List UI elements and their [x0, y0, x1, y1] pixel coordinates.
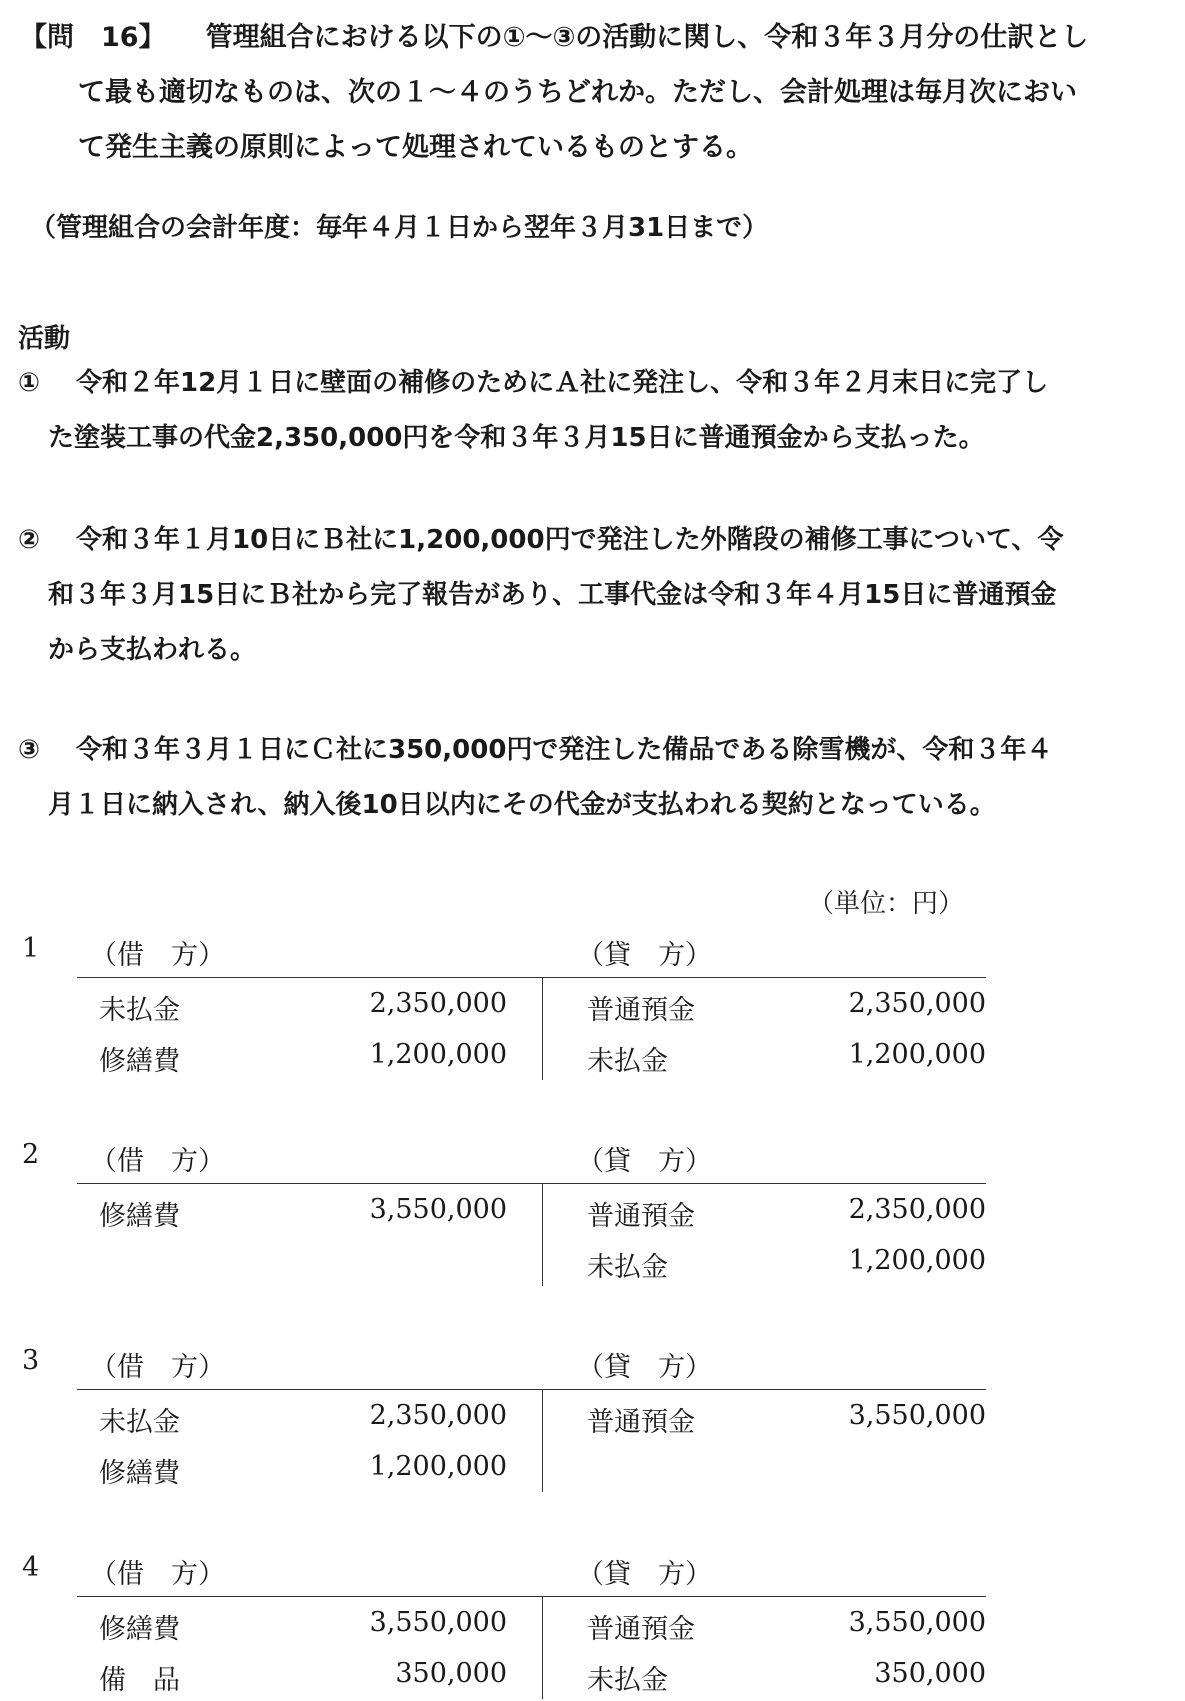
credit-amount: 350,000 [874, 1658, 986, 1689]
question-text [20, 10, 1170, 175]
activity-3: ③ 令和３年３月１日にＣ社に350,000円で発注した備品である除雪機が、令和３年４ 月１日に納入され、納入後10日以内にその代金が支払われる契約となっている。 [18, 723, 1168, 833]
journal-entry-table [77, 1389, 986, 1492]
credit-account: 普通預金 [587, 1201, 695, 1232]
credit-amount: 1,200,000 [848, 1039, 986, 1070]
question-line-2: て最も適切なものは、次の１～４のうちどれか。ただし、会計処理は毎月次におい [78, 77, 1077, 108]
debit-account: 未払金 [99, 1407, 180, 1438]
choice-number: 1 [22, 933, 40, 964]
journal-entry-table [77, 1183, 986, 1286]
journal-row [77, 1390, 986, 1441]
activity-2: ② 令和３年１月10日にＢ社に1,200,000円で発注した外階段の補修工事について、令 和３年３月15日にＢ社から完了報告があり、工事代金は令和３年４月15日に普通預金 から支払われる。 [18, 513, 1168, 678]
credit-amount: 3,550,000 [848, 1607, 986, 1638]
debit-account: 備 品 [99, 1665, 180, 1696]
journal-row [77, 1441, 986, 1492]
journal-row [77, 1029, 986, 1080]
debit-account: 修繕費 [99, 1458, 180, 1489]
choice-3 [22, 1345, 986, 1492]
choice-number: 4 [22, 1552, 40, 1583]
credit-header: （貸 方） [577, 1352, 712, 1383]
debit-header: （借 方） [90, 1352, 225, 1383]
credit-account: 未払金 [587, 1046, 668, 1077]
credit-account: 普通預金 [587, 995, 695, 1026]
activity-number: ① [18, 368, 41, 398]
debit-amount: 2,350,000 [369, 988, 507, 1019]
debit-amount: 350,000 [395, 1658, 507, 1689]
debit-amount: 3,550,000 [369, 1607, 507, 1638]
debit-header: （借 方） [90, 1146, 225, 1177]
credit-header: （貸 方） [577, 1559, 712, 1590]
journal-row [77, 1184, 986, 1235]
debit-amount: 3,550,000 [369, 1194, 507, 1225]
question-line-3: て発生主義の原則によって処理されているものとする。 [78, 132, 753, 163]
credit-header: （貸 方） [577, 940, 712, 971]
credit-amount: 2,350,000 [848, 1194, 986, 1225]
choice-number: 2 [22, 1139, 40, 1170]
choice-1 [22, 933, 986, 1080]
activity-number: ③ [18, 735, 41, 765]
debit-account: 修繕費 [99, 1046, 180, 1077]
debit-amount: 1,200,000 [369, 1451, 507, 1482]
activity-number: ② [18, 525, 41, 555]
choice-2 [22, 1139, 986, 1286]
journal-entry-table [77, 977, 986, 1080]
debit-amount: 1,200,000 [369, 1039, 507, 1070]
credit-amount: 2,350,000 [848, 988, 986, 1019]
credit-amount: 3,550,000 [848, 1400, 986, 1431]
journal-entry-table [77, 1596, 986, 1699]
fiscal-period-note: （管理組合の会計年度：毎年４月１日から翌年３月31日まで） [30, 213, 769, 243]
journal-row [77, 1235, 986, 1286]
question-line-1: 【問 16】 管理組合における以下の①～③の活動に関し、令和３年３月分の仕訳とし [20, 22, 1089, 53]
journal-row [77, 1597, 986, 1648]
journal-row [77, 978, 986, 1029]
debit-amount: 2,350,000 [369, 1400, 507, 1431]
question-number: 【問 16】 [20, 22, 166, 53]
unit-label: （単位：円） [808, 889, 965, 919]
credit-account: 未払金 [587, 1665, 668, 1696]
debit-account: 未払金 [99, 995, 180, 1026]
debit-header: （借 方） [90, 1559, 225, 1590]
activity-1: ① 令和２年12月１日に壁面の補修のためにＡ社に発注し、令和３年２月末日に完了し た塗装工事の代金2,350,000円を令和３年３月15日に普通預金から支払った。 [18, 356, 1168, 466]
choice-4 [22, 1552, 986, 1699]
credit-amount: 1,200,000 [848, 1245, 986, 1276]
credit-account: 普通預金 [587, 1407, 695, 1438]
credit-account: 普通預金 [587, 1614, 695, 1645]
credit-account: 未払金 [587, 1252, 668, 1283]
choice-number: 3 [22, 1345, 40, 1376]
debit-account: 修繕費 [99, 1201, 180, 1232]
debit-account: 修繕費 [99, 1614, 180, 1645]
activities-title: 活動 [18, 324, 71, 354]
debit-header: （借 方） [90, 940, 225, 971]
journal-row [77, 1648, 986, 1699]
credit-header: （貸 方） [577, 1146, 712, 1177]
